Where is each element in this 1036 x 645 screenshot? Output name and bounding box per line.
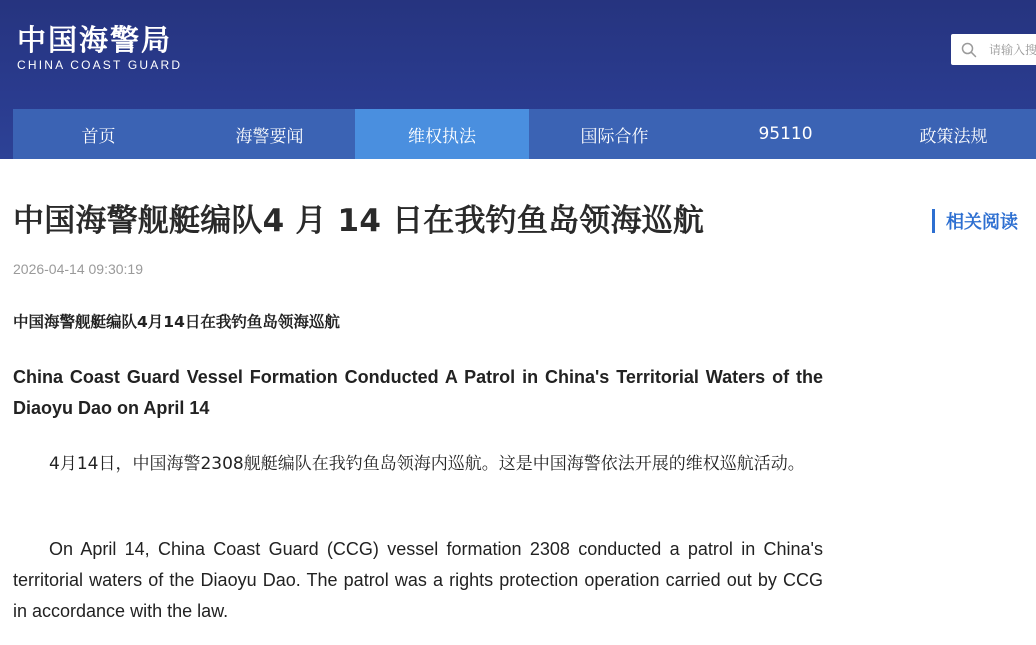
search-icon[interactable] — [961, 42, 977, 58]
article-date: 2026-04-14 09:30:19 — [13, 261, 143, 277]
article-title: 中国海警舰艇编队4 月 14 日在我钓鱼岛领海巡航 — [13, 203, 705, 239]
article-paragraph-cn: 4月14日，中国海警2308舰艇编队在我钓鱼岛领海内巡航。这是中国海警依法开展的维权巡航活动。 — [49, 454, 805, 474]
logo-chinese-text: 中国海警局 — [17, 23, 173, 57]
nav-item-policy[interactable]: 政策法规 — [919, 126, 988, 147]
logo-english-text: CHINA COAST GUARD — [17, 58, 183, 72]
search-input[interactable] — [989, 43, 1036, 57]
nav-item-hotline[interactable]: 95110 — [758, 124, 813, 144]
article-paragraph-en: On April 14, China Coast Guard (CCG) vessel formation 2308 conducted a patrol in China's territorial waters of the Diaoyu Dao. The patrol was a rights protection operation carried out by CCG in accordance with the law. — [13, 539, 823, 621]
nav-item-news[interactable]: 海警要闻 — [235, 126, 304, 147]
site-logo[interactable] — [17, 22, 182, 72]
nav-item-international[interactable]: 国际合作 — [580, 126, 649, 147]
search-box[interactable] — [951, 34, 1036, 65]
main-nav — [13, 109, 1036, 159]
related-reading-title: 相关阅读 — [946, 212, 1018, 233]
article-subtitle-en: China Coast Guard Vessel Formation Conducted A Patrol in China's Territorial Waters of the Diaoyu Dao on April 14 — [13, 367, 823, 418]
nav-item-home[interactable]: 首页 — [81, 126, 116, 147]
related-reading — [932, 209, 1018, 233]
site-header — [0, 0, 1036, 159]
article-subtitle-cn: 中国海警舰艇编队4月14日在我钓鱼岛领海巡航 — [13, 313, 340, 331]
nav-item-law-enforcement[interactable]: 维权执法 — [355, 109, 529, 159]
